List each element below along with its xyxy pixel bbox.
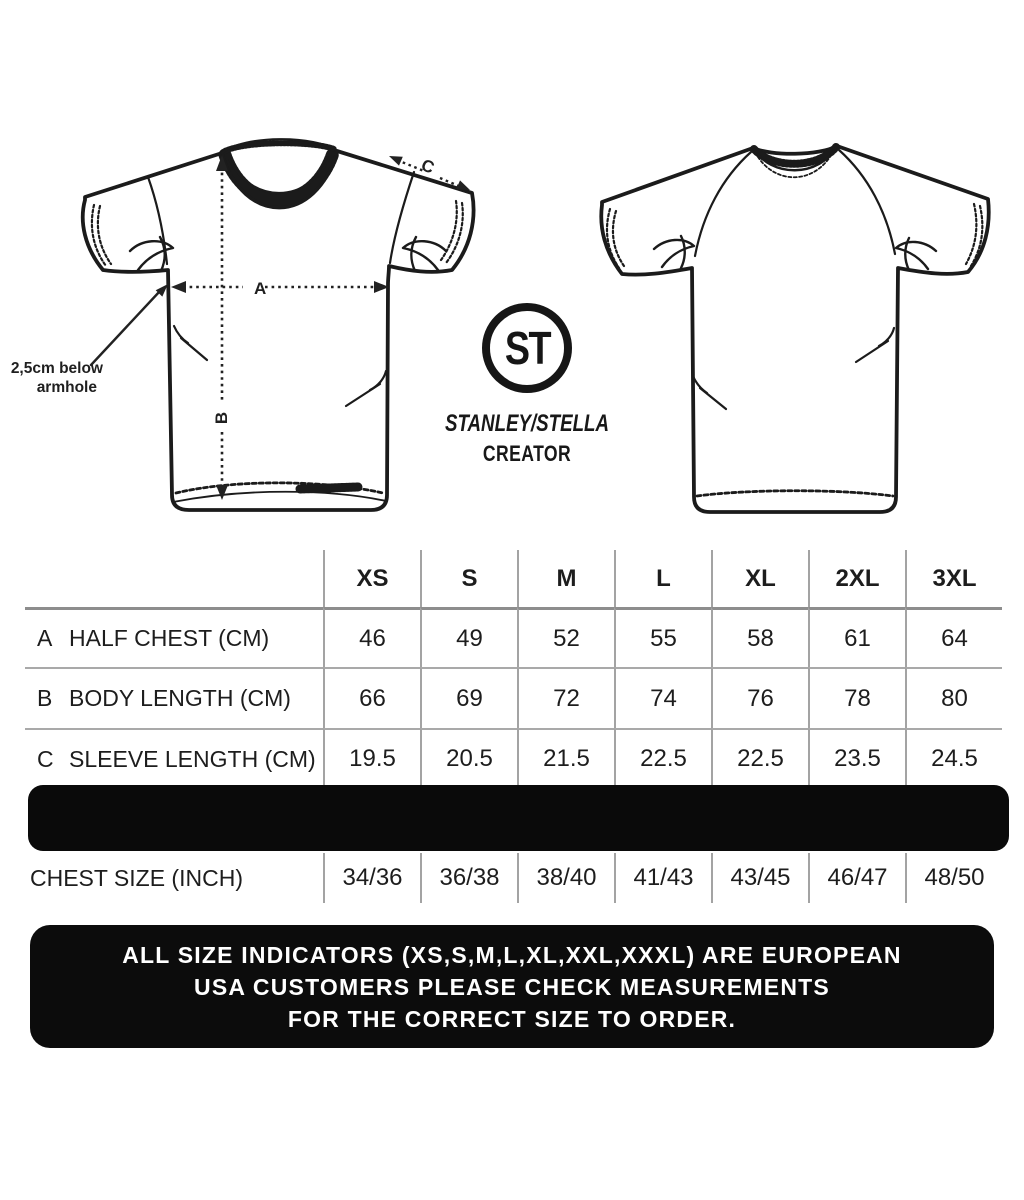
inch-cell: 48/50: [905, 853, 1002, 903]
row-title: BODY LENGTH (CM): [69, 685, 291, 711]
armhole-note-arrow: [91, 284, 168, 365]
row-title: HALF CHEST (CM): [69, 625, 270, 651]
row-label-half-chest: [25, 607, 323, 667]
measure-label-b: B: [212, 411, 231, 425]
arrowhead-upleft-icon: [389, 156, 403, 166]
table-cell: 69: [420, 667, 517, 728]
table-cell: 23.5: [808, 728, 905, 788]
armhole-note-line1: 2,5cm below: [10, 360, 103, 377]
row-title: SLEEVE LENGTH (CM): [69, 745, 316, 772]
table-cell: 24.5: [905, 728, 1002, 788]
table-cell: 58: [711, 607, 808, 667]
table-cell: 78: [808, 667, 905, 728]
st-monogram-icon: [482, 303, 572, 393]
table-cell: 22.5: [614, 728, 711, 788]
table-cell: 66: [323, 667, 420, 728]
row-label-sleeve-length: [25, 728, 323, 788]
notice-line-1: ALL SIZE INDICATORS (XS,S,M,L,XL,XXL,XXXL) ARE EUROPEAN: [122, 941, 902, 968]
table-cell: 21.5: [517, 728, 614, 788]
table-cell: 20.5: [420, 728, 517, 788]
size-col-header-3xl: 3XL: [905, 550, 1002, 607]
measure-label-a: A: [254, 279, 267, 298]
inch-cell: 34/36: [323, 853, 420, 903]
armhole-note-line2: armhole: [36, 379, 97, 396]
notice-line-2: USA CUSTOMERS PLEASE CHECK MEASUREMENTS: [194, 973, 830, 1000]
table-cell: 74: [614, 667, 711, 728]
product-line-name: CREATOR: [482, 441, 572, 466]
st-monogram-text: ST: [504, 322, 550, 374]
measure-label-c: C: [418, 155, 438, 178]
table-cell: 72: [517, 667, 614, 728]
inch-cell: 46/47: [808, 853, 905, 903]
table-cell: 52: [517, 607, 614, 667]
arrowhead-downright-icon: [456, 180, 470, 190]
table-cell: 64: [905, 607, 1002, 667]
size-col-header-m: M: [517, 550, 614, 607]
inch-cell: 43/45: [711, 853, 808, 903]
size-table: [25, 550, 1002, 788]
table-corner-cell: [25, 550, 323, 607]
size-col-header-xs: XS: [323, 550, 420, 607]
brand-logo: [407, 303, 647, 467]
table-cell: 19.5: [323, 728, 420, 788]
row-label-body-length: [25, 667, 323, 728]
inch-cell: 36/38: [420, 853, 517, 903]
table-cell: 61: [808, 607, 905, 667]
inch-cell: 41/43: [614, 853, 711, 903]
size-indicator-notice: [30, 925, 994, 1048]
table-cell: 55: [614, 607, 711, 667]
inch-cell: 38/40: [517, 853, 614, 903]
solid-divider-bar: [28, 785, 1009, 851]
notice-line-3: FOR THE CORRECT SIZE TO ORDER.: [287, 1005, 737, 1032]
size-col-header-s: S: [420, 550, 517, 607]
row-key: A: [37, 625, 53, 651]
size-col-header-xl: XL: [711, 550, 808, 607]
table-cell: 80: [905, 667, 1002, 728]
size-col-header-2xl: 2XL: [808, 550, 905, 607]
table-cell: 22.5: [711, 728, 808, 788]
inch-row-label: CHEST SIZE (INCH): [30, 864, 243, 891]
row-key: B: [37, 685, 53, 711]
table-cell: 49: [420, 607, 517, 667]
inch-size-row: [25, 853, 1002, 903]
row-key: C: [37, 745, 54, 772]
brand-name: STANLEY/STELLA: [445, 410, 609, 437]
back-shirt-drawing: [601, 146, 988, 512]
table-cell: 76: [711, 667, 808, 728]
table-cell: 46: [323, 607, 420, 667]
size-col-header-l: L: [614, 550, 711, 607]
